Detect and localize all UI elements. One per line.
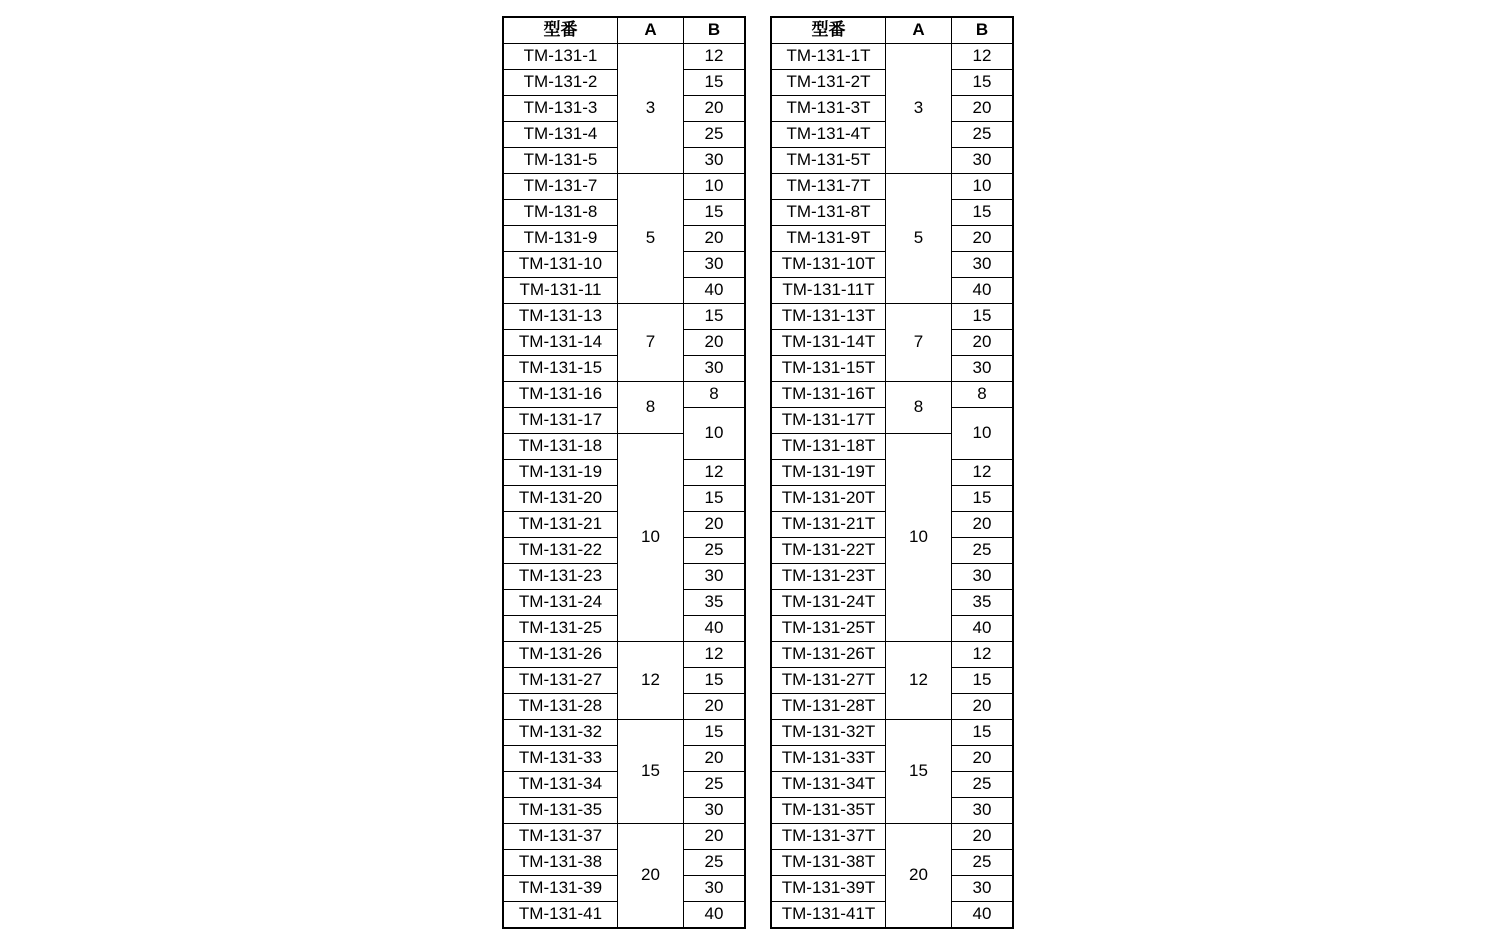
table-row: [503, 824, 745, 850]
dimension-b-cell: 15: [684, 720, 746, 746]
model-number-cell: TM-131-9: [503, 226, 618, 252]
header-row: [503, 17, 745, 44]
dimension-b-cell: 40: [952, 278, 1014, 304]
model-number-cell: TM-131-11T: [771, 278, 886, 304]
model-number-cell: TM-131-8: [503, 200, 618, 226]
dimension-b-cell: 15: [684, 668, 746, 694]
model-number-cell: TM-131-16: [503, 382, 618, 408]
dimension-a-cell: 15: [618, 720, 684, 824]
model-number-cell: TM-131-33T: [771, 746, 886, 772]
dimension-b-cell: 30: [684, 564, 746, 590]
model-number-cell: TM-131-28T: [771, 694, 886, 720]
header-b: B: [684, 17, 746, 44]
table-row: [503, 44, 745, 70]
model-number-cell: TM-131-37T: [771, 824, 886, 850]
model-number-cell: TM-131-37: [503, 824, 618, 850]
dimension-a-cell: 20: [618, 824, 684, 929]
dimension-b-cell: 25: [952, 850, 1014, 876]
dimension-b-cell: 25: [684, 850, 746, 876]
model-number-cell: TM-131-16T: [771, 382, 886, 408]
model-number-cell: TM-131-9T: [771, 226, 886, 252]
dimension-b-cell: 30: [952, 798, 1014, 824]
spec-table-t-series: [770, 16, 1014, 929]
model-number-cell: TM-131-14T: [771, 330, 886, 356]
dimension-b-cell: 15: [952, 720, 1014, 746]
model-number-cell: TM-131-14: [503, 330, 618, 356]
model-number-cell: TM-131-10T: [771, 252, 886, 278]
table-row: [503, 642, 745, 668]
dimension-a-cell: 10: [618, 434, 684, 642]
table-row: [503, 382, 745, 408]
model-number-cell: TM-131-22: [503, 538, 618, 564]
dimension-b-cell: 20: [952, 96, 1014, 122]
dimension-a-cell: 8: [886, 382, 952, 434]
model-number-cell: TM-131-3T: [771, 96, 886, 122]
dimension-a-cell: 20: [886, 824, 952, 929]
dimension-b-cell: 20: [952, 330, 1014, 356]
dimension-b-cell: 20: [952, 746, 1014, 772]
dimension-b-cell: 15: [684, 70, 746, 96]
dimension-b-cell: 20: [684, 512, 746, 538]
table-row: [771, 304, 1013, 330]
dimension-b-cell: 30: [684, 252, 746, 278]
header-model: 型番: [503, 17, 618, 44]
model-number-cell: TM-131-27T: [771, 668, 886, 694]
model-number-cell: TM-131-24: [503, 590, 618, 616]
header-model: 型番: [771, 17, 886, 44]
model-number-cell: TM-131-23: [503, 564, 618, 590]
model-number-cell: TM-131-26: [503, 642, 618, 668]
dimension-b-cell: 12: [684, 642, 746, 668]
dimension-b-cell: 12: [684, 44, 746, 70]
model-number-cell: TM-131-26T: [771, 642, 886, 668]
model-number-cell: TM-131-28: [503, 694, 618, 720]
header-a: A: [618, 17, 684, 44]
model-number-cell: TM-131-18: [503, 434, 618, 460]
dimension-a-cell: 8: [618, 382, 684, 434]
dimension-b-cell: 30: [952, 148, 1014, 174]
dimension-b-cell: 10: [684, 408, 746, 460]
model-number-cell: TM-131-41T: [771, 902, 886, 929]
dimension-b-cell: 25: [684, 122, 746, 148]
dimension-b-cell: 12: [684, 460, 746, 486]
model-number-cell: TM-131-17T: [771, 408, 886, 434]
model-number-cell: TM-131-2T: [771, 70, 886, 96]
table-row: [771, 174, 1013, 200]
model-number-cell: TM-131-20: [503, 486, 618, 512]
model-number-cell: TM-131-39T: [771, 876, 886, 902]
dimension-b-cell: 35: [684, 590, 746, 616]
dimension-b-cell: 30: [952, 564, 1014, 590]
dimension-b-cell: 30: [684, 148, 746, 174]
model-number-cell: TM-131-4T: [771, 122, 886, 148]
model-number-cell: TM-131-38: [503, 850, 618, 876]
model-number-cell: TM-131-27: [503, 668, 618, 694]
dimension-b-cell: 20: [952, 226, 1014, 252]
dimension-a-cell: 7: [618, 304, 684, 382]
model-number-cell: TM-131-22T: [771, 538, 886, 564]
model-number-cell: TM-131-5T: [771, 148, 886, 174]
model-number-cell: TM-131-20T: [771, 486, 886, 512]
dimension-b-cell: 15: [952, 486, 1014, 512]
dimension-b-cell: 15: [952, 668, 1014, 694]
dimension-b-cell: 12: [952, 460, 1014, 486]
dimension-b-cell: 25: [952, 772, 1014, 798]
dimension-a-cell: 3: [618, 44, 684, 174]
model-number-cell: TM-131-34T: [771, 772, 886, 798]
dimension-b-cell: 20: [684, 226, 746, 252]
dimension-b-cell: 20: [952, 512, 1014, 538]
dimension-b-cell: 8: [684, 382, 746, 408]
model-number-cell: TM-131-21T: [771, 512, 886, 538]
model-number-cell: TM-131-7: [503, 174, 618, 200]
model-number-cell: TM-131-25T: [771, 616, 886, 642]
table-row: [771, 382, 1013, 408]
table-row: [771, 642, 1013, 668]
table-row: [771, 824, 1013, 850]
dimension-b-cell: 40: [684, 902, 746, 929]
model-number-cell: TM-131-4: [503, 122, 618, 148]
dimension-a-cell: 10: [886, 434, 952, 642]
model-number-cell: TM-131-32: [503, 720, 618, 746]
model-number-cell: TM-131-25: [503, 616, 618, 642]
dimension-b-cell: 20: [684, 694, 746, 720]
dimension-a-cell: 5: [618, 174, 684, 304]
table-row: [503, 720, 745, 746]
dimension-b-cell: 10: [684, 174, 746, 200]
dimension-b-cell: 35: [952, 590, 1014, 616]
dimension-b-cell: 30: [952, 252, 1014, 278]
model-number-cell: TM-131-19T: [771, 460, 886, 486]
model-number-cell: TM-131-1T: [771, 44, 886, 70]
dimension-b-cell: 25: [684, 538, 746, 564]
dimension-b-cell: 40: [952, 616, 1014, 642]
dimension-b-cell: 20: [684, 824, 746, 850]
model-number-cell: TM-131-39: [503, 876, 618, 902]
dimension-a-cell: 12: [886, 642, 952, 720]
dimension-b-cell: 15: [684, 304, 746, 330]
dimension-b-cell: 30: [684, 356, 746, 382]
dimension-b-cell: 25: [684, 772, 746, 798]
model-number-cell: TM-131-34: [503, 772, 618, 798]
model-number-cell: TM-131-35T: [771, 798, 886, 824]
dimension-b-cell: 15: [684, 486, 746, 512]
model-number-cell: TM-131-24T: [771, 590, 886, 616]
model-number-cell: TM-131-8T: [771, 200, 886, 226]
model-number-cell: TM-131-11: [503, 278, 618, 304]
dimension-b-cell: 15: [952, 70, 1014, 96]
model-number-cell: TM-131-21: [503, 512, 618, 538]
dimension-b-cell: 30: [952, 356, 1014, 382]
header-b: B: [952, 17, 1014, 44]
dimension-b-cell: 20: [684, 96, 746, 122]
dimension-b-cell: 40: [684, 616, 746, 642]
table-row: [771, 44, 1013, 70]
header-a: A: [886, 17, 952, 44]
dimension-b-cell: 40: [952, 902, 1014, 929]
table-row: [503, 304, 745, 330]
model-number-cell: TM-131-13: [503, 304, 618, 330]
model-number-cell: TM-131-33: [503, 746, 618, 772]
dimension-b-cell: 30: [952, 876, 1014, 902]
dimension-b-cell: 15: [952, 200, 1014, 226]
dimension-b-cell: 20: [684, 330, 746, 356]
dimension-a-cell: 12: [618, 642, 684, 720]
table-row: [503, 174, 745, 200]
model-number-cell: TM-131-15T: [771, 356, 886, 382]
dimension-a-cell: 15: [886, 720, 952, 824]
spec-table-standard-series: [502, 16, 746, 929]
dimension-b-cell: 12: [952, 44, 1014, 70]
dimension-b-cell: 20: [684, 746, 746, 772]
dimension-b-cell: 20: [952, 824, 1014, 850]
model-number-cell: TM-131-3: [503, 96, 618, 122]
dimension-b-cell: 25: [952, 122, 1014, 148]
model-number-cell: TM-131-19: [503, 460, 618, 486]
model-number-cell: TM-131-10: [503, 252, 618, 278]
model-number-cell: TM-131-18T: [771, 434, 886, 460]
dimension-b-cell: 30: [684, 798, 746, 824]
model-number-cell: TM-131-32T: [771, 720, 886, 746]
dimension-a-cell: 5: [886, 174, 952, 304]
model-number-cell: TM-131-13T: [771, 304, 886, 330]
dimension-a-cell: 3: [886, 44, 952, 174]
model-number-cell: TM-131-1: [503, 44, 618, 70]
dimension-a-cell: 7: [886, 304, 952, 382]
model-number-cell: TM-131-2: [503, 70, 618, 96]
dimension-b-cell: 10: [952, 408, 1014, 460]
model-number-cell: TM-131-38T: [771, 850, 886, 876]
header-row: [771, 17, 1013, 44]
dimension-b-cell: 8: [952, 382, 1014, 408]
model-number-cell: TM-131-7T: [771, 174, 886, 200]
model-number-cell: TM-131-41: [503, 902, 618, 929]
model-number-cell: TM-131-15: [503, 356, 618, 382]
table-row: [771, 720, 1013, 746]
dimension-b-cell: 40: [684, 278, 746, 304]
dimension-b-cell: 10: [952, 174, 1014, 200]
dimension-b-cell: 30: [684, 876, 746, 902]
dimension-b-cell: 12: [952, 642, 1014, 668]
dimension-b-cell: 20: [952, 694, 1014, 720]
model-number-cell: TM-131-23T: [771, 564, 886, 590]
model-number-cell: TM-131-5: [503, 148, 618, 174]
dimension-b-cell: 15: [684, 200, 746, 226]
model-number-cell: TM-131-17: [503, 408, 618, 434]
dimension-b-cell: 15: [952, 304, 1014, 330]
model-number-cell: TM-131-35: [503, 798, 618, 824]
dimension-b-cell: 25: [952, 538, 1014, 564]
